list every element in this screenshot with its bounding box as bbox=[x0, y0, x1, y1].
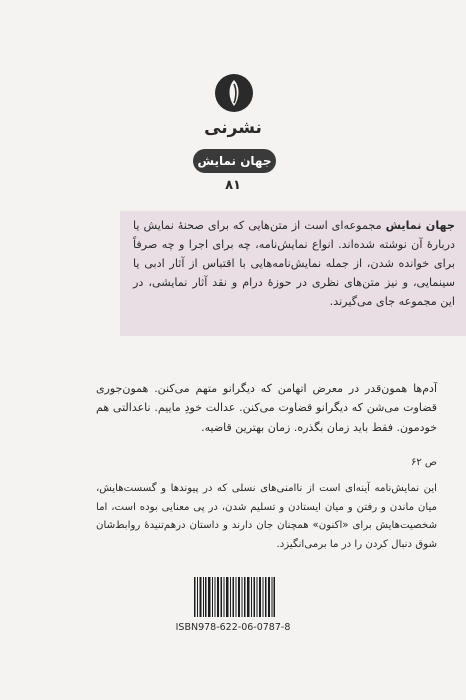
quote-page-ref: ص ۶۲ bbox=[410, 457, 437, 468]
series-number: ۸۱ bbox=[225, 178, 241, 193]
barcode bbox=[194, 577, 275, 617]
intro-text bbox=[133, 216, 455, 311]
publisher-name: نشرنی bbox=[204, 118, 262, 138]
series-badge: جهان نمایش bbox=[193, 149, 276, 173]
intro-lead: جهان نمایش bbox=[385, 219, 455, 232]
publisher-logo bbox=[215, 74, 253, 112]
quill-leaf-icon bbox=[215, 74, 253, 112]
isbn: ISBN978-622-06-0787-8 bbox=[175, 622, 291, 633]
intro-body: مجموعه‌ای است از متن‌هایی که برای صحنهٔ نمایش یا دربارهٔ آن نوشته شده‌اند. انواع نمایش‌نامه، چه برای اجرا و چه صرفاً برای خوانده شدن، از جمله نمایش‌نامه‌هایی با اقتباس از آثار ادبی یا سینمایی، و نیز متن‌های نظری در حوزهٔ درام و نقد آثار نمایشی، در این مجموعه جای می‌گیرند. bbox=[133, 219, 455, 308]
back-cover-quote: آدم‌ها همون‌قدر در معرض اتهامن که دیگرانو متهم می‌کنن. همون‌جوری قضاوت می‌شن که دیگرانو قضاوت می‌کنن. عدالت خودِ ماییم. ناعدالتی هم خودمون. فقط باید زمان بگذره. زمان بهترین قاضیه. bbox=[96, 382, 437, 434]
book-blurb: این نمایش‌نامه آینه‌ای است از ناامنی‌های نسلی که در پیوندها و گسست‌هایش، میان ماندن و رفتن و میان ایستادن و تسلیم شدن، در پی معنایی بوده است، اما شخصیت‌هایش برای «اکنون» همچنان جان دارند و داستان درهم‌تنیدهٔ روابط‌شان شوق دنبال کردن را در ما برمی‌انگیزد. bbox=[96, 483, 437, 550]
